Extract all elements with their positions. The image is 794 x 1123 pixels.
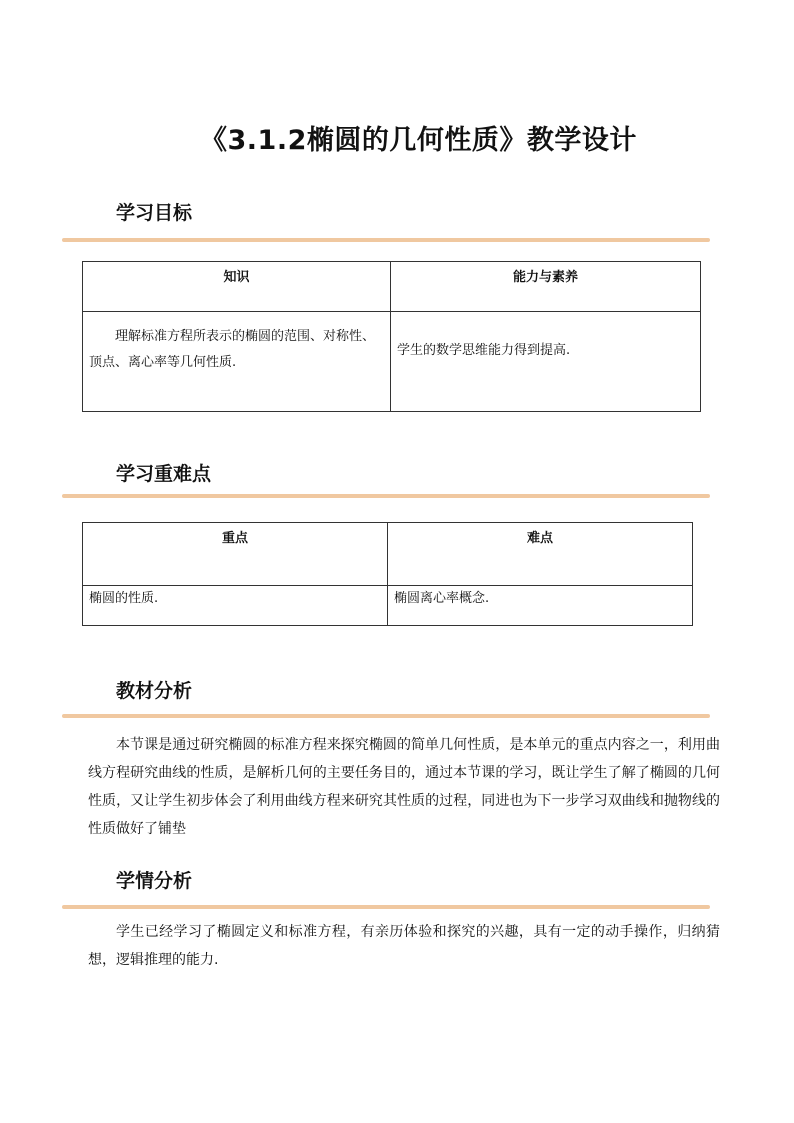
cell-ability-text: 学生的数学思维能力得到提高.: [397, 343, 571, 358]
header-difficulty: 难点: [388, 523, 693, 586]
document-title: 《3.1.2椭圆的几何性质》教学设计: [200, 125, 637, 156]
cell-knowledge-text: 理解标准方程所表示的椭圆的范围、对称性、顶点、离心率等几何性质.: [89, 329, 376, 370]
table-row: [83, 312, 701, 412]
cell-difficulty: [388, 586, 693, 626]
cell-key-text: 椭圆的性质.: [89, 591, 159, 606]
section-rule: [62, 905, 710, 909]
header-key: 重点: [83, 523, 388, 586]
section-rule: [62, 494, 710, 498]
header-ability: 能力与素养: [391, 262, 701, 312]
header-knowledge: 知识: [83, 262, 391, 312]
table-header-row: [83, 523, 693, 586]
cell-knowledge: [83, 312, 391, 412]
section-heading-students: 学情分析: [116, 870, 193, 892]
objectives-table: [82, 261, 701, 412]
section-rule: [62, 238, 710, 242]
section-rule: [62, 714, 710, 718]
cell-difficulty-text: 椭圆离心率概念.: [394, 591, 490, 606]
student-analysis-paragraph: 学生已经学习了椭圆定义和标准方程，有亲历体验和探究的兴趣，具有一定的动手操作，归纳猜想，逻辑推理的能力.: [88, 924, 720, 968]
cell-key: [83, 586, 388, 626]
section-heading-key-points: 学习重难点: [116, 463, 212, 485]
textbook-analysis-paragraph: 本节课是通过研究椭圆的标准方程来探究椭圆的简单几何性质，是本单元的重点内容之一，利用曲线方程研究曲线的性质，是解析几何的主要任务目的，通过本节课的学习，既让学生了解了椭圆的几何性质，又让学生初步体会了利用曲线方程来研究其性质的过程，同进也为下一步学习双曲线和抛物线的性质做好了铺垫: [88, 737, 720, 837]
section-heading-textbook: 教材分析: [116, 680, 193, 702]
table-row: [83, 586, 693, 626]
table-header-row: [83, 262, 701, 312]
cell-ability: [391, 312, 701, 412]
section-heading-objectives: 学习目标: [116, 202, 193, 224]
key-points-table: [82, 522, 693, 626]
